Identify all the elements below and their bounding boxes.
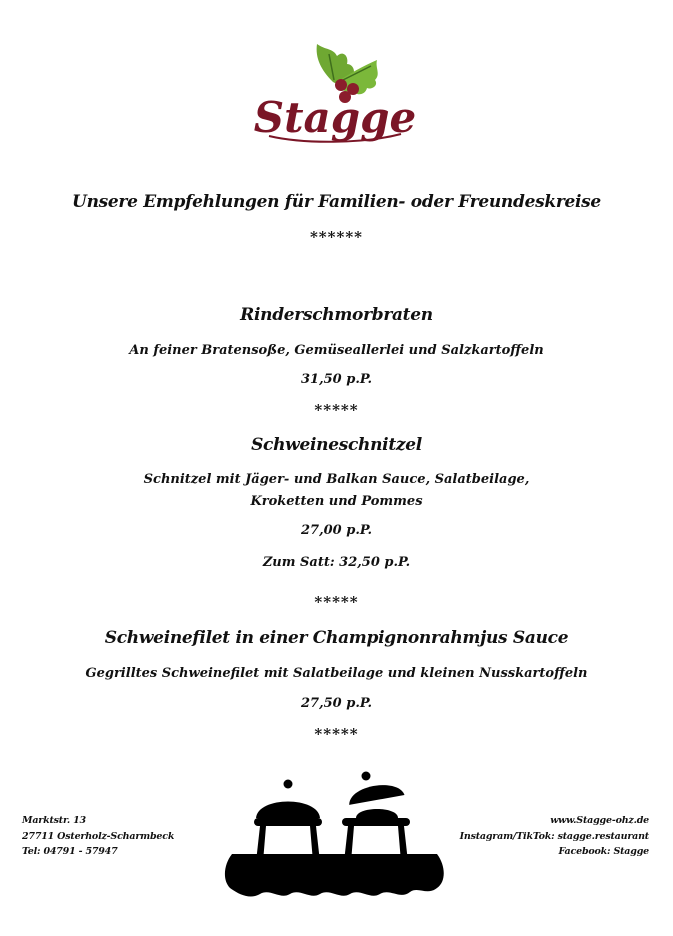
dish-title: Schweinefilet in einer Champignonrahmjus Sauce: [104, 628, 569, 648]
logo-wordmark: Stagge: [253, 93, 417, 142]
restaurant-logo: [253, 40, 417, 160]
address-street: Marktstr. 13: [22, 815, 86, 826]
dish-price-large: Zum Satt: 32,50 p.P.: [262, 555, 411, 570]
serving-cloches-icon: [222, 770, 447, 900]
dish-description: Kroketten und Pommes: [250, 494, 423, 509]
dish-divider: *****: [314, 593, 359, 611]
dish-price: 31,50 p.P.: [301, 372, 372, 387]
dish-description: Gegrilltes Schweinefilet mit Salatbeilage und kleinen Nusskartoffeln: [85, 666, 588, 681]
dish-price: 27,00 p.P.: [301, 523, 372, 538]
dish-price: 27,50 p.P.: [301, 696, 372, 711]
dish-title: Rinderschmorbraten: [240, 305, 433, 325]
address-city: 27711 Osterholz-Scharmbeck: [22, 830, 175, 842]
footer-address: [22, 813, 174, 860]
website-link[interactable]: www.Stagge-ohz.de: [550, 815, 649, 826]
facebook-link[interactable]: Facebook: Stagge: [558, 846, 649, 857]
dish-description: An feiner Bratensoße, Gemüseallerlei und Salzkartoffeln: [129, 343, 544, 358]
headline-divider: ******: [309, 228, 364, 246]
page-headline: Unsere Empfehlungen für Familien- oder Freundeskreise: [72, 192, 601, 212]
dish-divider: *****: [314, 725, 359, 743]
footer-contact: [460, 813, 649, 860]
instagram-link[interactable]: Instagram/TikTok: stagge.restaurant: [459, 830, 649, 842]
address-phone: Tel: 04791 - 57947: [22, 846, 118, 857]
dish-divider: *****: [314, 401, 359, 419]
dish-description: Schnitzel mit Jäger- und Balkan Sauce, Salatbeilage,: [143, 472, 530, 487]
dish-title: Schweineschnitzel: [251, 435, 422, 455]
